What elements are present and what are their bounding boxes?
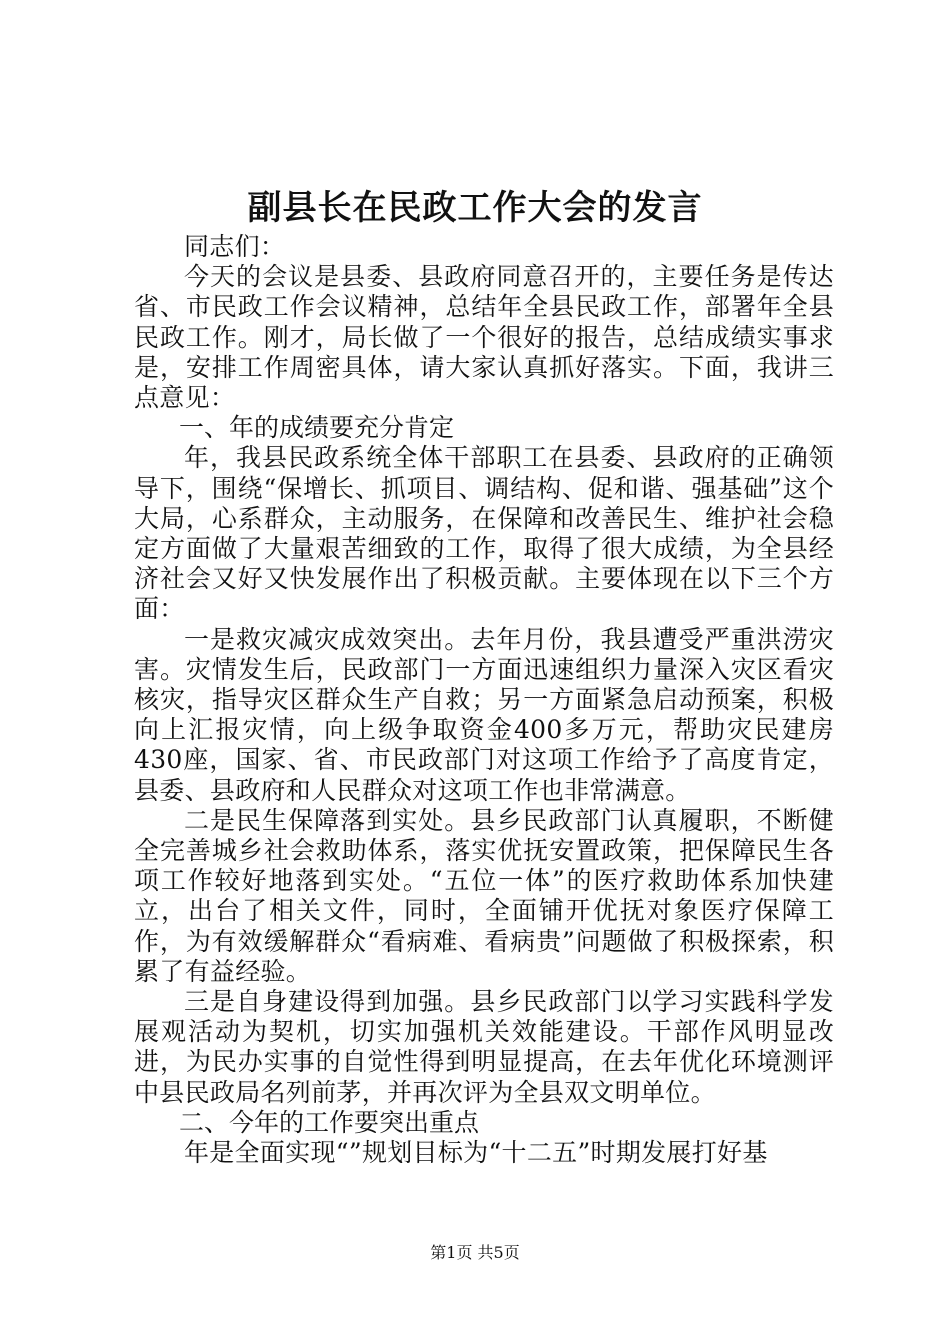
section-heading: 一、年的成绩要充分肯定 (179, 413, 455, 443)
section-heading: 二、今年的工作要突出重点 (179, 1107, 480, 1137)
body-paragraph: 一是救灾减灾成效突出。去年月份，我县遭受严重洪涝灾害。灾情发生后，民政部门一方面迅速组织力量深入灾区看灾核灾，指导灾区群众生产自救；另一方面紧急启动预案，积极向上汇报灾情，向上级争取资金400多万元，帮助灾民建房430座，国家、省、市民政部门对这项工作给予了高度肯定，县委、县政府和人民群众对这项工作也非常满意。 (134, 624, 834, 805)
salutation: 同志们： (184, 232, 286, 261)
body-paragraph: 三是自身建设得到加强。县乡民政部门以学习实践科学发展观活动为契机，切实加强机关效能建设。干部作风明显改进，为民办实事的自觉性得到明显提高，在去年优化环境测评中县民政局名列前茅，并再次评为全县双文明单位。 (134, 987, 834, 1107)
body-paragraph: 今天的会议是县委、县政府同意召开的，主要任务是传达省、市民政工作会议精神，总结年全县民政工作，部署年全县民政工作。刚才，局长做了一个很好的报告，总结成绩实事求是，安排工作周密具体，请大家认真抓好落实。下面，我讲三点意见： (134, 262, 834, 413)
body-paragraph: 二是民生保障落到实处。县乡民政部门认真履职，不断健全完善城乡社会救助体系，落实优抚安置政策，把保障民生各项工作较好地落到实处。“五位一体”的医疗救助体系加快建立，出台了相关文件，同时，全面铺开优抚对象医疗保障工作，为有效缓解群众“看病难、看病贵”问题做了积极探索，积累了有益经验。 (134, 805, 834, 986)
body-paragraph: 年是全面实现“”规划目标为“十二五”时期发展打好基 (184, 1138, 768, 1168)
document-body (134, 232, 834, 1168)
page-number-footer: 第1页 共5页 (430, 1243, 520, 1262)
document-title: 副县长在民政工作大会的发言 (247, 188, 703, 228)
body-paragraph: 年，我县民政系统全体干部职工在县委、县政府的正确领导下，围绕“保增长、抓项目、调结构、促和谐、强基础”这个大局，心系群众，主动服务，在保障和改善民生、维护社会稳定方面做了大量艰苦细致的工作，取得了很大成绩，为全县经济社会又好又快发展作出了积极贡献。主要体现在以下三个方面： (134, 443, 834, 624)
